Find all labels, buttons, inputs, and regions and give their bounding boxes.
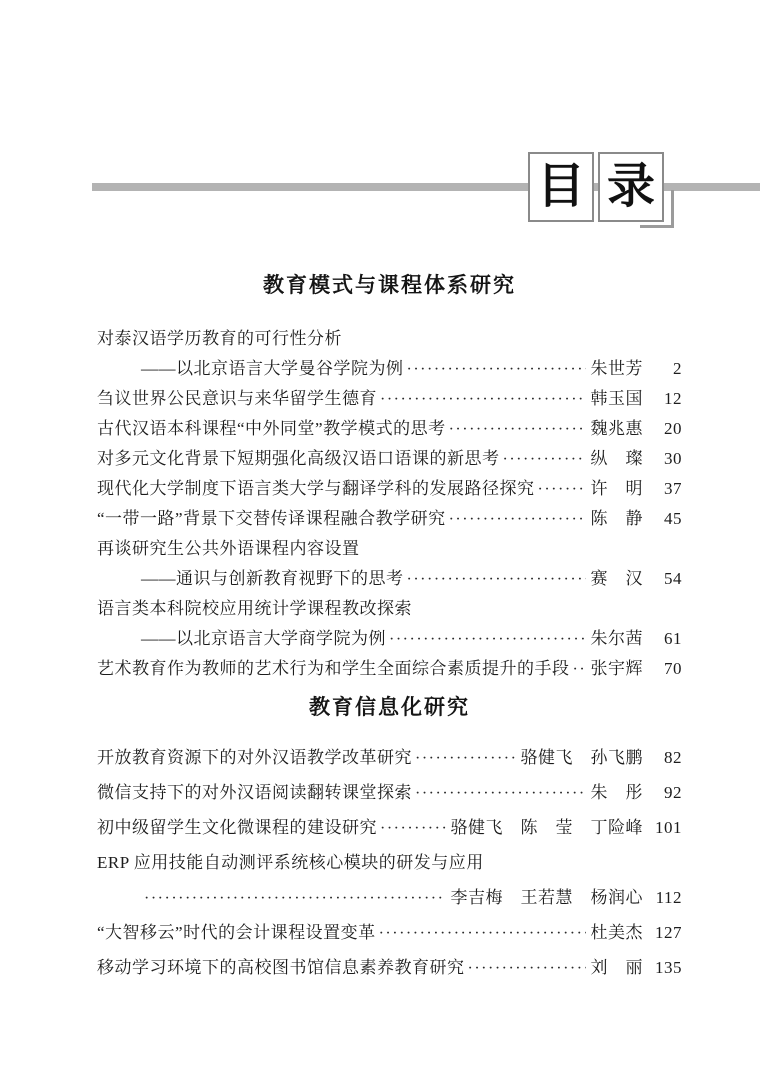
toc-entry-authors: 李吉梅 王若慧 杨润心 [450, 888, 643, 907]
toc-entry [97, 810, 682, 845]
dot-leader [407, 354, 586, 385]
toc-entry-page: 61 [664, 629, 682, 648]
dot-leader [379, 915, 586, 951]
toc-entry [97, 654, 682, 684]
toc-entry [97, 915, 682, 950]
toc-entry-authors: 魏兆惠 [590, 419, 643, 438]
toc-entry-title: 现代化大学制度下语言类大学与翻译学科的发展路径探究 [97, 479, 535, 498]
toc-entry [97, 414, 682, 444]
toc-entry-page: 82 [664, 748, 682, 767]
toc-entry-authors: 刘 丽 [590, 958, 643, 977]
toc-entry [97, 594, 682, 624]
toc-entry-title: 语言类本科院校应用统计学课程教改探索 [97, 599, 412, 618]
toc-entry-page: 135 [655, 958, 682, 977]
toc-entry-title: 刍议世界公民意识与来华留学生德育 [97, 389, 377, 408]
toc-entry-authors: 纵 璨 [590, 449, 643, 468]
toc-entry-page: 92 [664, 783, 682, 802]
toc-entry-page: 54 [664, 569, 682, 588]
dot-leader [573, 654, 586, 685]
toc-entry-title: “一带一路”背景下交替传译课程融合教学研究 [97, 509, 446, 528]
toc-entry [97, 384, 682, 414]
toc-entry-page: 37 [664, 479, 682, 498]
toc-content [97, 270, 682, 985]
toc-entry-title: ——通识与创新教育视野下的思考 [141, 569, 404, 588]
toc-entry [97, 504, 682, 534]
toc-entry-title: 初中级留学生文化微课程的建设研究 [97, 818, 377, 837]
toc-entry-title: ERP 应用技能自动测评系统核心模块的研发与应用 [97, 853, 484, 872]
toc-entry-title: 对多元文化背景下短期强化高级汉语口语课的新思考 [97, 449, 500, 468]
dot-leader [468, 950, 586, 986]
toc-entry-authors: 朱尔茜 [590, 629, 643, 648]
toc-entry-authors: 张宇辉 [590, 659, 643, 678]
toc-entry-title: 艺术教育作为教师的艺术行为和学生全面综合素质提升的手段 [97, 659, 570, 678]
toc-entry [97, 950, 682, 985]
toc-entry-authors: 骆健飞 孙飞鹏 [520, 748, 643, 767]
toc-entry [97, 444, 682, 474]
dot-leader [538, 474, 586, 505]
toc-entry [97, 740, 682, 775]
toc-entry-page: 2 [673, 359, 682, 378]
toc-entry [97, 624, 682, 654]
toc-entry [97, 880, 682, 915]
toc-entry-title: 再谈研究生公共外语课程内容设置 [97, 539, 360, 558]
title-char-box-1 [528, 152, 594, 222]
toc-entry-page: 45 [664, 509, 682, 528]
toc-entry-title: 移动学习环境下的高校图书馆信息素养教育研究 [97, 958, 465, 977]
toc-entry-title: ——以北京语言大学曼谷学院为例 [141, 359, 404, 378]
toc-entry-authors: 骆健飞 陈 莹 丁险峰 [450, 818, 643, 837]
toc-entry-authors: 朱 彤 [590, 783, 643, 802]
toc-entry-page: 101 [655, 818, 682, 837]
dot-leader [415, 775, 586, 811]
dot-leader [389, 624, 586, 655]
title-char-1: 目 [536, 160, 585, 213]
toc-entry-title: 微信支持下的对外汉语阅读翻转课堂探索 [97, 783, 412, 802]
toc-entry-page: 112 [655, 888, 682, 907]
section-entries [97, 740, 682, 985]
toc-entry [97, 324, 682, 354]
toc-entry-title: ——以北京语言大学商学院为例 [141, 629, 386, 648]
title-char-2: 录 [606, 160, 655, 213]
toc-entry-title: 对泰汉语学历教育的可行性分析 [97, 329, 342, 348]
toc-entry [97, 845, 682, 880]
toc-entry-page: 70 [664, 659, 682, 678]
dot-leader [407, 564, 586, 595]
toc-entry-authors: 许 明 [590, 479, 643, 498]
toc-entry-authors: 赛 汉 [590, 569, 643, 588]
toc-entry-page: 30 [664, 449, 682, 468]
toc-entry [97, 564, 682, 594]
dot-leader [449, 504, 586, 535]
dot-leader [503, 444, 586, 475]
dot-leader [380, 384, 586, 415]
section-entries [97, 324, 682, 684]
toc-entry-page: 20 [664, 419, 682, 438]
toc-entry-title: 开放教育资源下的对外汉语教学改革研究 [97, 748, 412, 767]
dot-leader [415, 740, 516, 776]
toc-entry [97, 354, 682, 384]
toc-entry [97, 474, 682, 504]
toc-entry-authors: 杜美杰 [590, 923, 643, 942]
dot-leader [380, 810, 446, 846]
toc-entry-authors: 陈 静 [590, 509, 643, 528]
toc-entry-title: 古代汉语本科课程“中外同堂”教学模式的思考 [97, 419, 446, 438]
toc-entry-authors: 朱世芳 [590, 359, 643, 378]
toc-entry-title: “大智移云”时代的会计课程设置变革 [97, 923, 376, 942]
corner-bracket [640, 190, 674, 228]
toc-entry-page: 127 [655, 923, 682, 942]
section-heading: 教育模式与课程体系研究 [263, 274, 516, 297]
toc-entry-authors: 韩玉国 [590, 389, 643, 408]
toc-entry [97, 775, 682, 810]
dot-leader [144, 880, 446, 916]
toc-entry [97, 534, 682, 564]
toc-entry-page: 12 [664, 389, 682, 408]
section-heading: 教育信息化研究 [309, 696, 470, 719]
dot-leader [449, 414, 586, 445]
